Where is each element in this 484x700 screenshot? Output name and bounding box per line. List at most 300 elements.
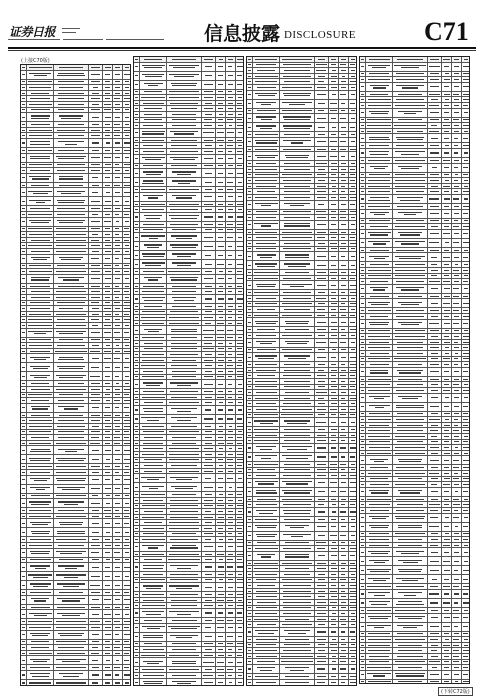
cell-text (58, 93, 84, 94)
cell-text (59, 592, 82, 593)
cell-text (29, 314, 51, 315)
table-cell (452, 204, 461, 209)
cell-text (400, 234, 420, 235)
cell-text (238, 636, 242, 637)
table-row (360, 230, 469, 239)
table-cell (280, 270, 314, 275)
cell-text (124, 394, 129, 395)
cell-text (340, 141, 346, 142)
table-cell (27, 275, 54, 283)
cell-text (172, 85, 196, 86)
cell-text (444, 112, 449, 113)
cell-text (374, 214, 385, 215)
cell-text (237, 546, 243, 547)
cell-text (283, 64, 312, 65)
cell-text (350, 303, 356, 304)
table-cell (140, 520, 167, 525)
cell-text (31, 279, 48, 280)
table-row (134, 169, 243, 178)
cell-text (361, 198, 363, 199)
table-cell (339, 230, 348, 235)
cell-text (142, 354, 164, 355)
cell-text (218, 517, 224, 518)
table-cell (462, 83, 470, 91)
table-row (247, 532, 356, 541)
table-cell (216, 207, 226, 212)
table-cell (226, 352, 235, 357)
cell-text (318, 243, 324, 244)
table-cell (339, 654, 348, 659)
cell-text (228, 528, 233, 529)
table-cell (236, 543, 244, 551)
table-cell (103, 323, 113, 328)
cell-text (237, 579, 243, 580)
cell-text (369, 151, 389, 152)
cell-text (22, 667, 24, 668)
cell-text (105, 437, 109, 438)
table-cell (315, 241, 329, 246)
table-cell (226, 498, 235, 503)
table-cell (167, 143, 201, 148)
table-cell (113, 133, 122, 138)
cell-text (351, 661, 355, 662)
table-cell (329, 276, 339, 281)
table-cell (89, 269, 103, 274)
cell-text (106, 400, 110, 401)
table-cell (140, 543, 167, 551)
table-cell (202, 233, 216, 241)
cell-text (29, 510, 52, 511)
cell-text (330, 110, 336, 111)
cell-text (92, 124, 100, 125)
cell-text (30, 673, 50, 674)
cell-text (62, 489, 81, 490)
cell-text (341, 526, 346, 527)
table-cell (27, 625, 54, 630)
table-row (247, 91, 356, 100)
cell-text (317, 118, 326, 119)
cell-text (284, 435, 309, 436)
cell-text (248, 364, 250, 365)
cell-text (31, 553, 49, 554)
table-cell (103, 514, 113, 519)
table-cell (54, 80, 88, 85)
table-cell (140, 592, 167, 597)
table-cell (349, 643, 357, 648)
cell-text (135, 675, 137, 676)
table-cell (253, 261, 280, 269)
table-cell (113, 605, 122, 610)
cell-text (58, 158, 84, 159)
cell-text (285, 392, 309, 393)
table-cell (329, 418, 339, 426)
cell-text (317, 256, 326, 257)
table-cell (226, 642, 235, 647)
cell-text (361, 79, 363, 80)
cell-text (341, 403, 346, 404)
cell-text (91, 221, 100, 222)
table-cell (113, 238, 122, 243)
cell-text (316, 542, 326, 543)
table-cell (113, 413, 122, 418)
table-cell (280, 247, 314, 252)
cell-text (169, 402, 200, 403)
cell-text (374, 258, 385, 259)
table-cell (54, 581, 88, 589)
table-cell (349, 281, 357, 289)
cell-text (124, 130, 130, 131)
table-cell (123, 671, 131, 679)
table-cell (226, 155, 235, 163)
cell-text (91, 415, 100, 416)
table-cell (236, 310, 244, 315)
cell-text (135, 337, 137, 338)
table-cell (226, 515, 235, 520)
table-cell (349, 302, 357, 307)
cell-text (205, 365, 213, 366)
cell-text (30, 659, 50, 660)
cell-text (237, 371, 243, 372)
cell-text (219, 114, 223, 115)
cell-text (229, 426, 233, 427)
cell-text (57, 265, 85, 266)
cell-text (454, 206, 459, 207)
table-row (21, 372, 130, 381)
table-cell (366, 134, 393, 142)
cell-text (59, 357, 83, 358)
cell-text (125, 104, 129, 105)
table-cell (113, 227, 122, 232)
cell-text (330, 409, 336, 410)
table-cell (339, 418, 348, 426)
table-cell (253, 318, 280, 326)
cell-text (463, 66, 469, 67)
cell-text (228, 311, 232, 312)
table-cell (226, 289, 235, 294)
cell-text (248, 414, 250, 415)
table-cell (366, 184, 393, 189)
cell-text (464, 198, 468, 199)
cell-text (170, 635, 197, 636)
table-cell (216, 469, 226, 474)
cell-text (256, 492, 277, 493)
table-cell (280, 178, 314, 183)
cell-text (135, 459, 137, 460)
cell-text (105, 431, 110, 432)
cell-text (124, 407, 129, 408)
table-cell (113, 651, 122, 656)
table-cell (349, 270, 357, 275)
table-cell (54, 418, 88, 423)
table-cell (462, 134, 470, 142)
table-cell (216, 321, 226, 326)
table-cell (253, 100, 280, 108)
table-cell (27, 494, 54, 499)
cell-text (238, 409, 242, 410)
cell-text (172, 125, 196, 126)
cell-text (135, 66, 137, 67)
table-cell (89, 476, 103, 484)
cell-text (318, 292, 326, 293)
cell-text (93, 87, 99, 88)
table-cell (236, 389, 244, 394)
table-cell (462, 164, 470, 172)
cell-text (135, 365, 137, 366)
table-cell (339, 215, 348, 220)
cell-text (256, 237, 277, 238)
table-cell (167, 395, 201, 400)
table-cell (113, 312, 122, 317)
cell-text (217, 505, 224, 506)
table-cell (202, 642, 216, 647)
table-cell (452, 239, 461, 247)
cell-text (218, 594, 224, 595)
table-cell (113, 80, 122, 85)
table-cell (349, 167, 357, 172)
table-cell (280, 508, 314, 516)
cell-text (283, 93, 312, 94)
table-cell (462, 184, 470, 189)
cell-text (141, 97, 165, 98)
cell-text (341, 574, 345, 575)
cell-text (228, 255, 232, 256)
cell-text (350, 676, 356, 677)
table-cell (113, 338, 122, 343)
cell-text (135, 97, 137, 98)
cell-text (228, 397, 232, 398)
cell-text (341, 224, 346, 225)
table-cell (103, 381, 113, 386)
cell-text (351, 342, 355, 343)
table-cell (236, 658, 244, 666)
cell-text (340, 118, 346, 119)
table-cell (123, 218, 131, 226)
cell-text (227, 459, 233, 460)
table-cell (202, 532, 216, 537)
cell-text (30, 592, 51, 593)
cell-text (22, 208, 24, 209)
cell-text (340, 656, 346, 657)
table-row (247, 114, 356, 123)
cell-text (318, 511, 325, 512)
table-cell (280, 589, 314, 594)
cell-text (105, 539, 110, 540)
cell-text (317, 613, 326, 614)
table-cell (339, 114, 348, 122)
cell-text (115, 641, 120, 642)
cell-text (125, 383, 129, 384)
cell-text (145, 265, 161, 266)
table-cell (167, 81, 201, 89)
cell-text (237, 343, 243, 344)
cell-text (144, 244, 162, 245)
cell-text (257, 542, 276, 543)
cell-text (135, 669, 137, 670)
table-cell (366, 149, 393, 157)
cell-text (369, 137, 389, 138)
table-cell (89, 295, 103, 300)
cell-text (115, 201, 119, 202)
cell-text (430, 59, 439, 60)
table-cell (315, 221, 329, 229)
cell-text (92, 234, 98, 235)
cell-text (237, 605, 243, 606)
cell-text (22, 124, 24, 125)
table-cell (253, 600, 280, 605)
cell-text (171, 140, 197, 141)
cell-text (331, 429, 337, 430)
table-cell (339, 413, 348, 418)
table-cell (428, 77, 442, 82)
table-cell (280, 594, 314, 599)
cell-text (115, 614, 121, 615)
table-cell (202, 112, 216, 117)
cell-text (368, 79, 390, 80)
table-row (134, 406, 243, 415)
table-cell (113, 430, 122, 435)
table-cell (329, 589, 339, 594)
table-cell (349, 665, 357, 673)
cell-text (219, 402, 223, 403)
table-cell (202, 72, 216, 80)
table-cell (27, 323, 54, 328)
cell-text (172, 545, 196, 546)
table-cell (329, 195, 339, 200)
table-cell (315, 418, 329, 426)
cell-text (147, 479, 159, 480)
table-cell (123, 323, 131, 328)
table-cell (103, 197, 113, 205)
table-cell (236, 335, 244, 340)
cell-text (370, 166, 388, 167)
cell-text (218, 216, 223, 217)
cell-text (114, 185, 120, 186)
table-cell (216, 138, 226, 143)
cell-text (22, 367, 24, 368)
table-cell (452, 83, 461, 91)
cell-text (91, 545, 101, 546)
table-cell (202, 609, 216, 617)
table-cell (123, 85, 131, 90)
cell-text (463, 242, 469, 243)
cell-text (125, 415, 129, 416)
cell-text (341, 591, 345, 592)
table-cell (216, 515, 226, 520)
table-row (360, 195, 469, 204)
cell-text (257, 110, 276, 111)
table-cell (202, 155, 216, 163)
table-cell (123, 430, 131, 435)
table-cell (315, 674, 329, 679)
cell-text (142, 554, 164, 555)
table-cell (167, 389, 201, 394)
table-cell (113, 528, 122, 536)
cell-text (168, 271, 199, 272)
cell-text (105, 674, 111, 675)
table-cell (339, 453, 348, 461)
cell-text (331, 398, 337, 399)
cell-text (204, 125, 212, 126)
table-cell (113, 398, 122, 403)
cell-text (229, 487, 233, 488)
table-cell (202, 304, 216, 309)
cell-text (351, 141, 355, 142)
cell-text (238, 97, 242, 98)
cell-text (29, 130, 52, 131)
cell-text (361, 167, 363, 168)
table-cell (452, 262, 461, 267)
cell-text (238, 397, 242, 398)
cell-text (135, 409, 137, 410)
cell-text (29, 545, 52, 546)
cell-text (331, 292, 336, 293)
table-cell (393, 274, 427, 279)
cell-text (285, 639, 310, 640)
table-row (21, 485, 130, 494)
cell-text (172, 59, 195, 60)
table-cell (202, 469, 216, 474)
cell-text (331, 357, 336, 358)
table-cell (202, 242, 216, 250)
cell-text (205, 182, 212, 183)
cell-text (218, 229, 224, 230)
table-cell (167, 164, 201, 169)
table-cell (253, 680, 280, 686)
table-cell (329, 161, 339, 166)
cell-text (105, 234, 110, 235)
table-cell (452, 158, 461, 163)
table-cell (167, 474, 201, 482)
table-cell (462, 77, 470, 82)
cell-text (135, 636, 137, 637)
table-cell (329, 302, 339, 307)
table-cell (113, 590, 122, 595)
table-cell (329, 488, 339, 496)
table-cell (54, 269, 88, 274)
table-cell (140, 633, 167, 641)
cell-text (58, 109, 84, 110)
cell-text (22, 682, 24, 683)
table-cell (167, 341, 201, 346)
cell-text (237, 229, 243, 230)
cell-text (444, 66, 449, 67)
cell-text (282, 349, 312, 350)
cell-text (229, 448, 233, 449)
table-cell (280, 241, 314, 246)
table-cell (366, 109, 393, 117)
table-cell (103, 435, 113, 440)
cell-text (318, 429, 324, 430)
cell-text (237, 298, 242, 299)
cell-text (454, 250, 459, 251)
table-cell (123, 558, 131, 563)
table-cell (349, 600, 357, 605)
table-cell (27, 238, 54, 243)
table-cell (27, 206, 54, 211)
cell-text (115, 431, 120, 432)
cell-text (238, 500, 242, 501)
cell-text (368, 186, 390, 187)
cell-text (228, 360, 232, 361)
cell-text (115, 109, 119, 110)
cell-text (91, 109, 100, 110)
table-cell (280, 418, 314, 426)
table-cell (366, 239, 393, 247)
table-cell (329, 215, 339, 220)
cell-text (282, 409, 311, 410)
cell-text (204, 216, 213, 217)
cell-text (463, 125, 469, 126)
